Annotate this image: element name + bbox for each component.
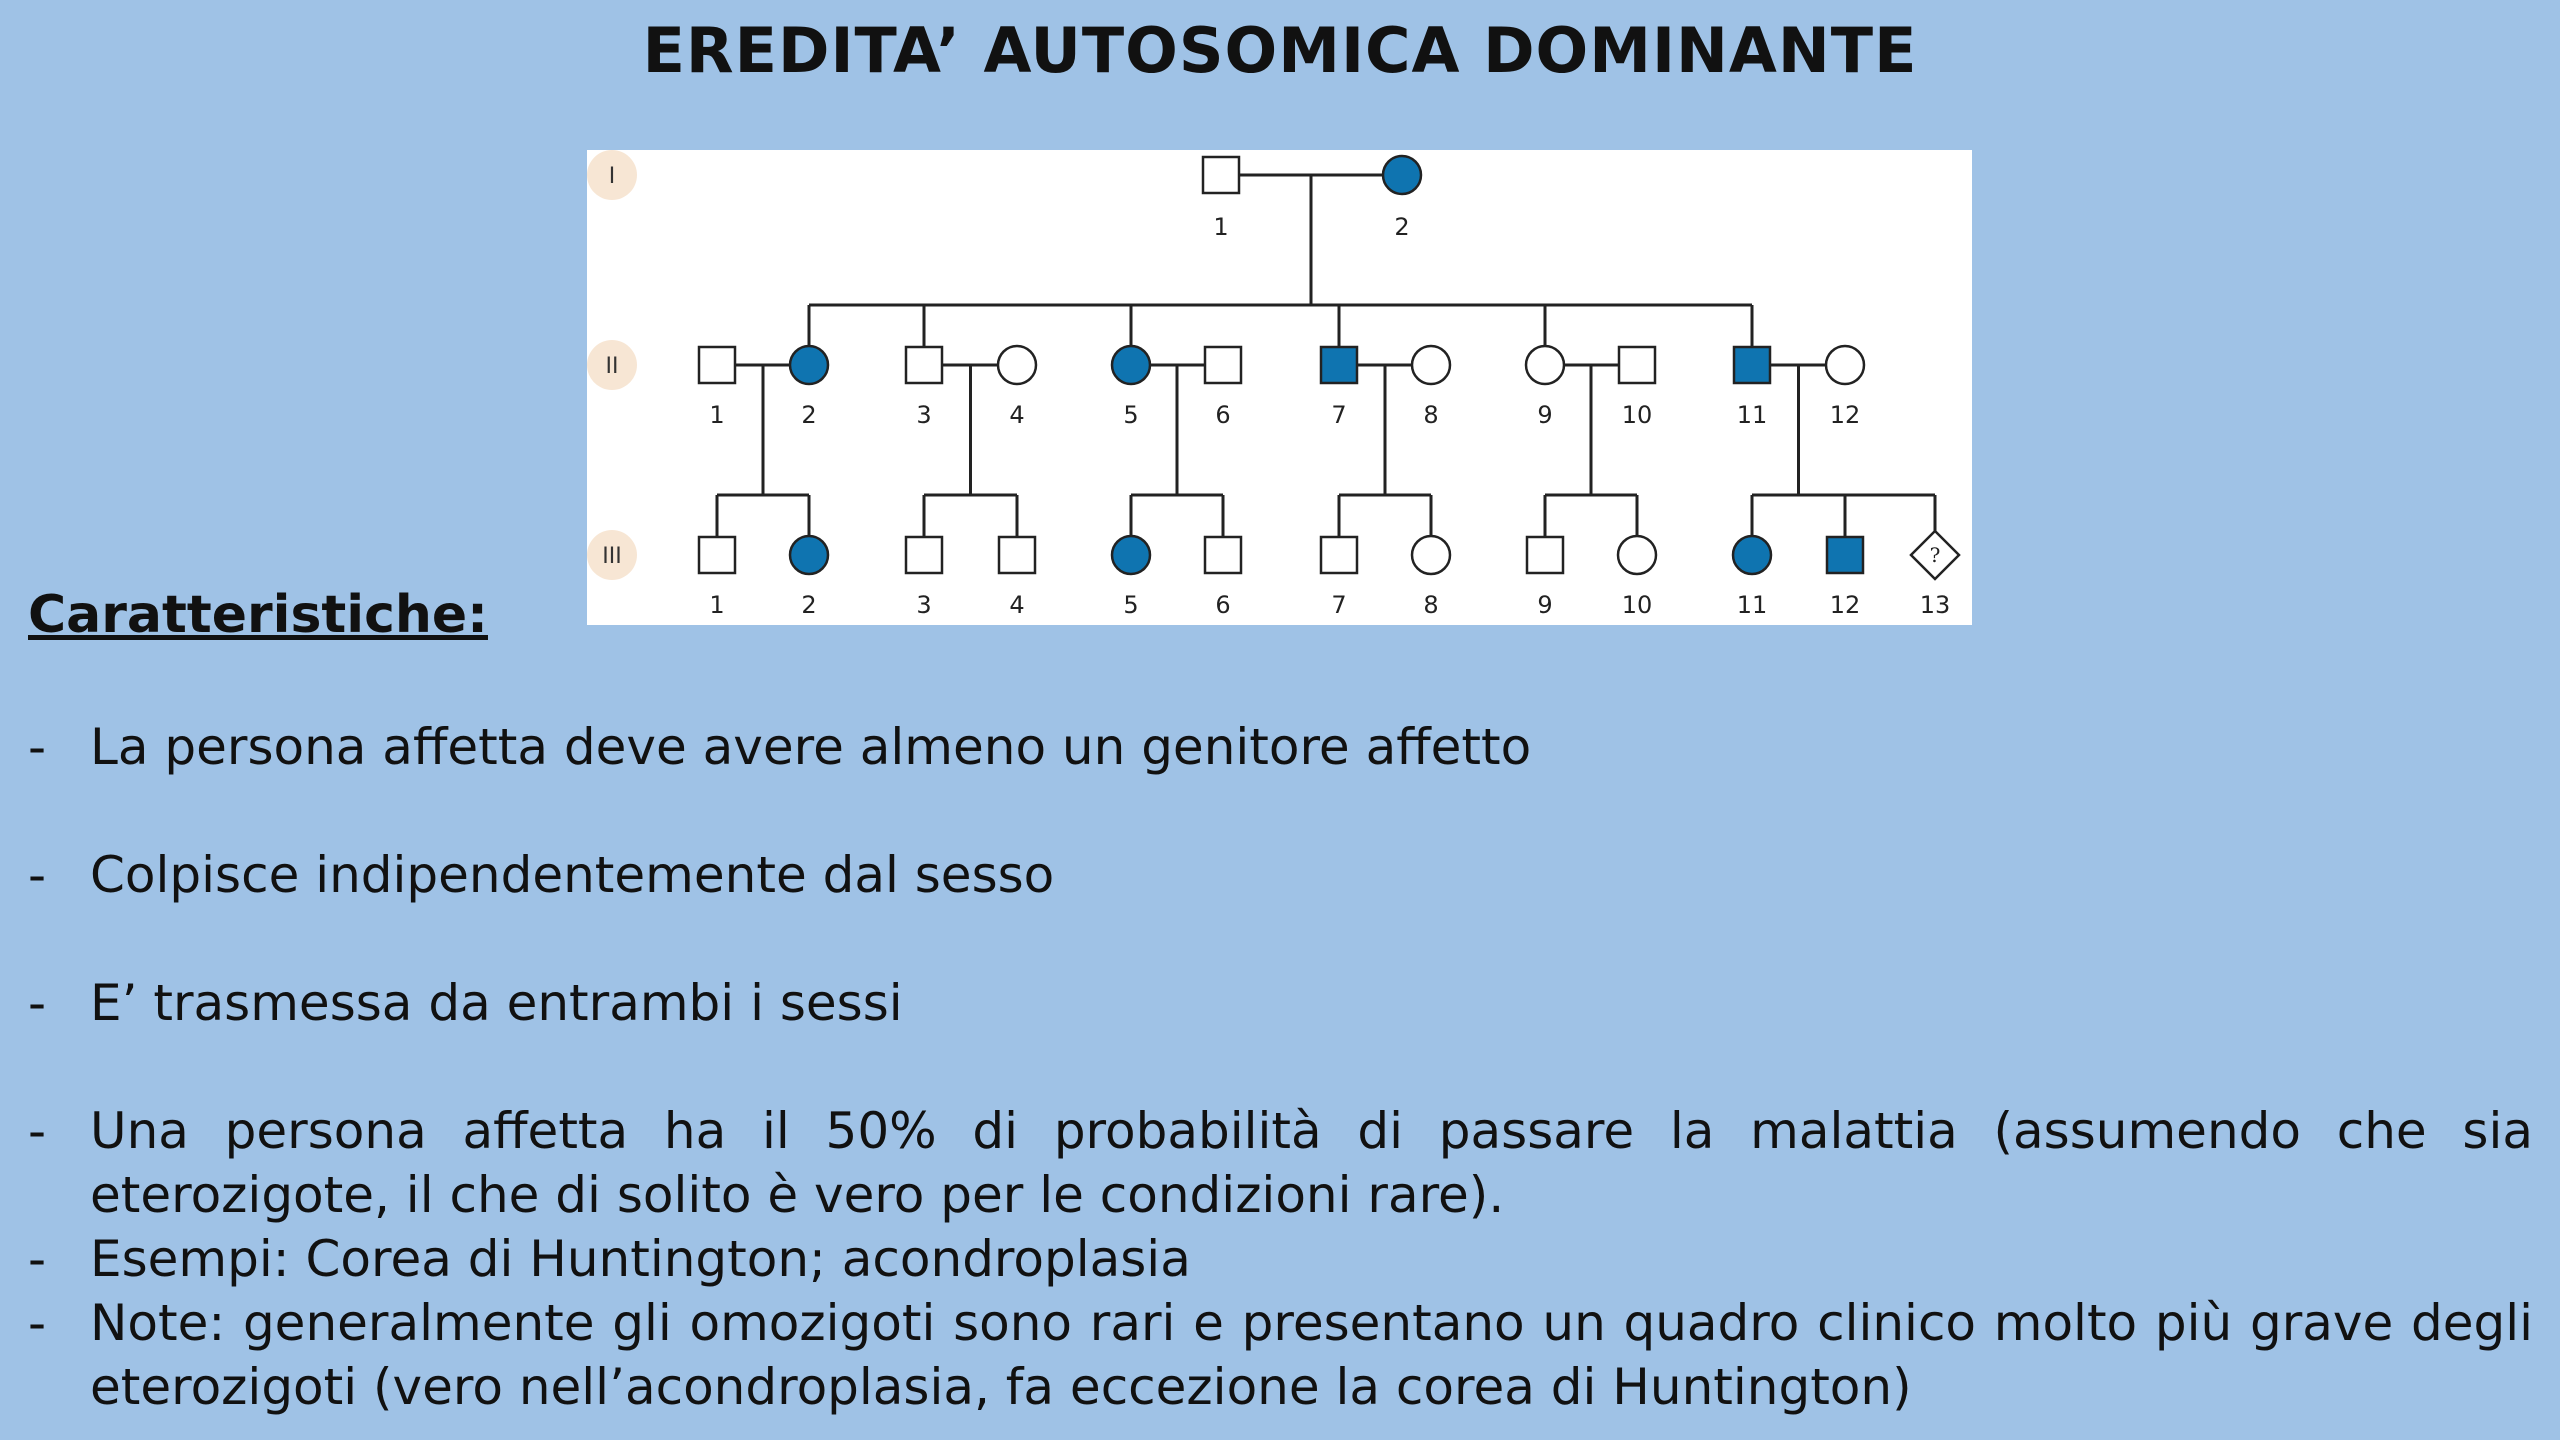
male-symbol (1527, 537, 1563, 573)
individual-number: 1 (709, 401, 725, 429)
individual-number: 4 (1009, 401, 1025, 429)
female-symbol (1826, 346, 1864, 384)
individual-number: 4 (1009, 591, 1025, 619)
section-heading: Caratteristiche: (28, 585, 488, 645)
unknown-mark: ? (1929, 543, 1941, 567)
individual-number: 12 (1829, 401, 1861, 429)
female-symbol (998, 346, 1036, 384)
female-symbol (1618, 536, 1656, 574)
list-item (28, 843, 2533, 907)
individual-number: 7 (1331, 591, 1347, 619)
individual-number: 5 (1123, 401, 1139, 429)
affected-male-symbol (1321, 347, 1357, 383)
male-symbol (1205, 537, 1241, 573)
individual-number: 9 (1537, 401, 1553, 429)
pedigree-chart (587, 150, 1972, 625)
affected-female-symbol (790, 536, 828, 574)
pedigree-diagram (587, 150, 1972, 625)
bullet-dash: - (28, 1102, 47, 1160)
individual-number: 9 (1537, 591, 1553, 619)
generation-label: III (602, 544, 622, 569)
generation-label: I (608, 164, 616, 189)
individual-number: 3 (916, 401, 932, 429)
bullet-dash: - (28, 718, 47, 776)
male-symbol (699, 537, 735, 573)
individual-number: 3 (916, 591, 932, 619)
bullet-text: E’ trasmessa da entrambi i sessi (90, 974, 903, 1032)
affected-female-symbol (1112, 346, 1150, 384)
individual-number: 11 (1736, 401, 1768, 429)
individual-number: 7 (1331, 401, 1347, 429)
male-symbol (1205, 347, 1241, 383)
list-item (28, 1099, 2533, 1227)
male-symbol (906, 347, 942, 383)
male-symbol (1619, 347, 1655, 383)
male-symbol (699, 347, 735, 383)
list-item (28, 971, 2533, 1035)
affected-female-symbol (790, 346, 828, 384)
male-symbol (999, 537, 1035, 573)
individual-number: 12 (1829, 591, 1861, 619)
individual-number: 8 (1423, 401, 1439, 429)
bullet-text: Esempi: Corea di Huntington; acondroplasia (90, 1230, 1191, 1288)
individual-number: 13 (1919, 591, 1951, 619)
affected-female-symbol (1112, 536, 1150, 574)
individual-number: 11 (1736, 591, 1768, 619)
female-symbol (1412, 536, 1450, 574)
individual-number: 2 (801, 401, 817, 429)
male-symbol (906, 537, 942, 573)
list-item (28, 715, 2533, 779)
individual-number: 10 (1621, 591, 1653, 619)
affected-female-symbol (1733, 536, 1771, 574)
individual-number: 6 (1215, 591, 1231, 619)
bullet-dash: - (28, 846, 47, 904)
bullet-dash: - (28, 1230, 47, 1288)
bullet-text: Note: generalmente gli omozigoti sono rari e presentano un quadro clinico molto più grave degli eterozigoti (vero nell’acondroplasia, fa eccezione la corea di Huntington) (90, 1294, 2533, 1416)
male-symbol (1321, 537, 1357, 573)
list-item (28, 1227, 2533, 1291)
individual-number: 2 (1394, 213, 1410, 241)
individual-number: 1 (1213, 213, 1229, 241)
individual-number: 8 (1423, 591, 1439, 619)
female-symbol (1526, 346, 1564, 384)
individual-number: 1 (709, 591, 725, 619)
bullet-dash: - (28, 1294, 47, 1352)
affected-male-symbol (1827, 537, 1863, 573)
affected-male-symbol (1734, 347, 1770, 383)
individual-number: 10 (1621, 401, 1653, 429)
bullet-text: La persona affetta deve avere almeno un genitore affetto (90, 718, 1532, 776)
affected-female-symbol (1383, 156, 1421, 194)
individual-number: 5 (1123, 591, 1139, 619)
bullet-text: Una persona affetta ha il 50% di probabilità di passare la malattia (assumendo che sia eterozigote, il che di solito è vero per le condizioni rare). (90, 1102, 2533, 1224)
bullet-dash: - (28, 974, 47, 1032)
slide-title: EREDITA’ AUTOSOMICA DOMINANTE (642, 14, 1918, 87)
bullet-text: Colpisce indipendentemente dal sesso (90, 846, 1055, 904)
individual-number: 2 (801, 591, 817, 619)
individual-number: 6 (1215, 401, 1231, 429)
generation-label: II (605, 354, 619, 379)
female-symbol (1412, 346, 1450, 384)
male-symbol (1203, 157, 1239, 193)
list-item (28, 1291, 2533, 1419)
